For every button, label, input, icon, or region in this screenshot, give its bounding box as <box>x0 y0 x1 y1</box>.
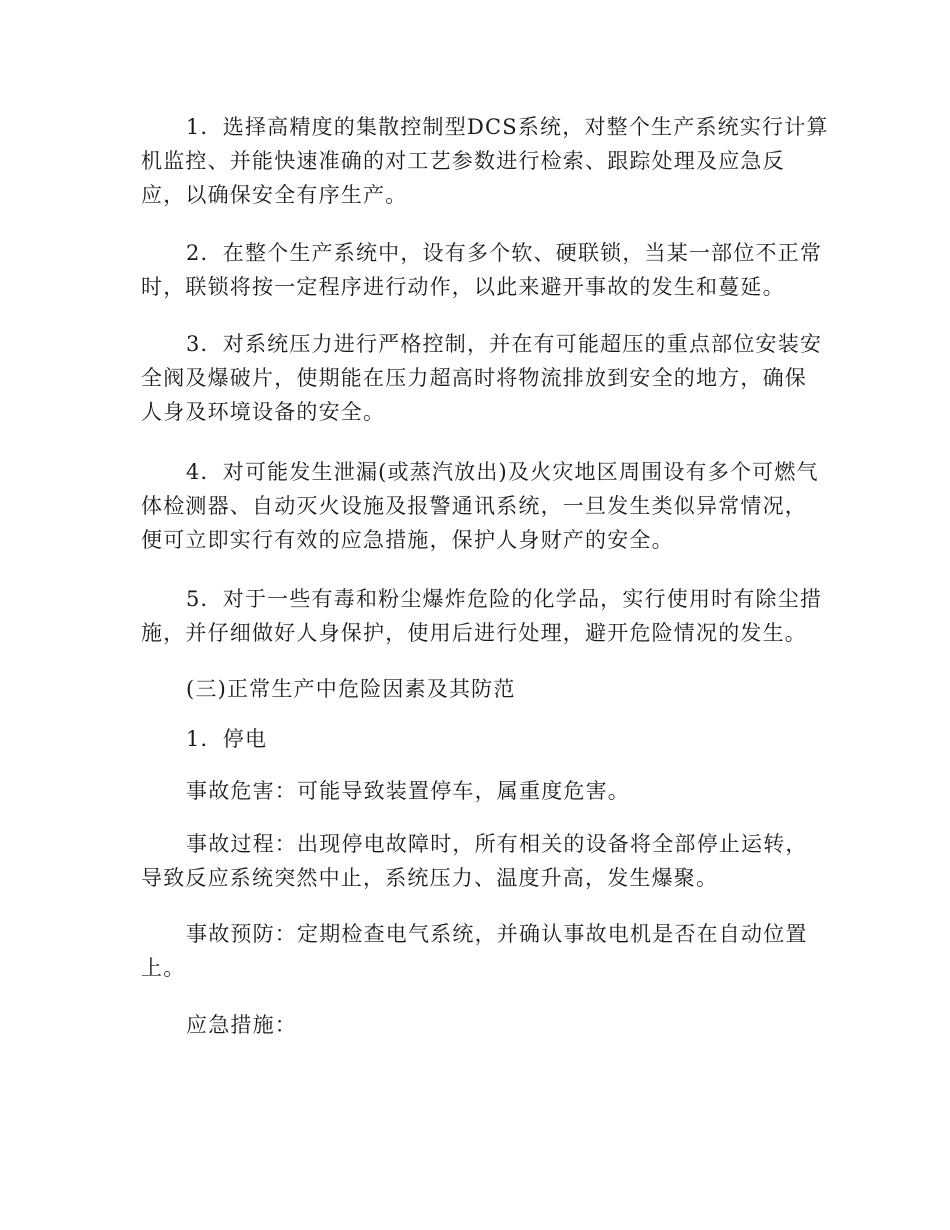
section-heading <box>141 672 811 706</box>
paragraph-line: 3．对系统压力进行严格控制，并在有可能超压的重点部位安装安 <box>186 332 823 356</box>
paragraph-line: 机监控、并能快速准确的对工艺参数进行检索、跟踪处理及应急反 <box>141 149 785 173</box>
paragraph-line: 5．对于一些有毒和粉尘爆炸危险的化学品，实行使用时有除尘措 <box>186 587 823 611</box>
paragraph-line: 事故危害：可能导致装置停车，属重度危害。 <box>186 779 630 803</box>
paragraph-line: 事故过程：出现停电故障时，所有相关的设备将全部停止运转， <box>186 832 808 856</box>
paragraph-line: 全阀及爆破片，使期能在压力超高时将物流排放到安全的地方，确保 <box>141 366 807 390</box>
paragraph-interlocks <box>141 236 823 304</box>
subsection-heading-text: 1．停电 <box>186 727 268 751</box>
paragraph-accident-hazard <box>141 774 811 808</box>
paragraph-line: 2．在整个生产系统中，设有多个软、硬联锁，当某一部位不正常 <box>186 241 823 265</box>
paragraph-line: 4．对可能发生泄漏(或蒸汽放出)及火灾地区周围设有多个可燃气 <box>186 460 819 484</box>
paragraph-line: 事故预防：定期检查电气系统，并确认事故电机是否在自动位置 <box>186 922 808 946</box>
paragraph-dcs-system <box>141 110 829 212</box>
paragraph-accident-process <box>141 827 811 895</box>
paragraph-line: 人身及环境设备的安全。 <box>141 400 386 424</box>
subsection-heading <box>141 722 811 756</box>
paragraph-line: 应，以确保安全有序生产。 <box>141 183 408 207</box>
paragraph-accident-prevention <box>141 917 811 985</box>
paragraph-line: 应急措施： <box>186 1013 297 1037</box>
paragraph-pressure-control <box>141 327 823 429</box>
paragraph-line: 1．选择高精度的集散控制型DCS系统，对整个生产系统实行计算 <box>186 115 829 139</box>
paragraph-toxic-chemicals <box>141 582 823 650</box>
paragraph-leak-detection <box>141 455 819 557</box>
section-heading-text: (三)正常生产中危险因素及其防范 <box>186 677 516 701</box>
paragraph-line: 便可立即实行有效的应急措施，保护人身财产的安全。 <box>141 528 674 552</box>
paragraph-line: 施，并仔细做好人身保护，使用后进行处理，避开危险情况的发生。 <box>141 621 807 645</box>
paragraph-line: 导致反应系统突然中止，系统压力、温度升高，发生爆聚。 <box>141 866 719 890</box>
paragraph-line: 体检测器、自动灭火设施及报警通讯系统，一旦发生类似异常情况， <box>141 494 807 518</box>
paragraph-line: 上。 <box>141 956 186 980</box>
paragraph-emergency-measures <box>141 1008 811 1042</box>
paragraph-line: 时，联锁将按一定程序进行动作，以此来避开事故的发生和蔓延。 <box>141 275 785 299</box>
